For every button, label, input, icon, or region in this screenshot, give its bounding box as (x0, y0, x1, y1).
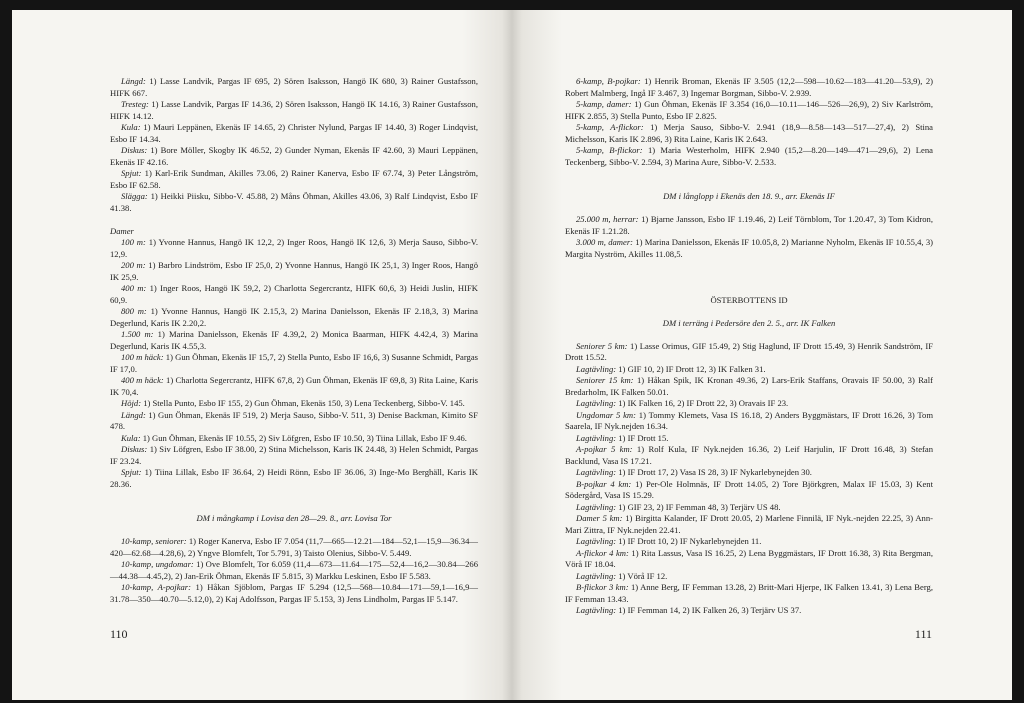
event-results: 1) Charlotta Segercrantz, HIFK 67,8, 2) Gun Öhman, Ekenäs IF 69,8, 3) Rita Laine, Karis IK 70,4. (110, 375, 478, 397)
event-label: Ungdomar 5 km: (576, 409, 636, 420)
result-entry (565, 341, 933, 364)
event-label: 100 m häck: (121, 352, 164, 362)
result-entry (565, 571, 933, 583)
event-label: Längd: (121, 409, 146, 420)
result-entry (565, 513, 933, 536)
event-results: 1) Stella Punto, Esbo IF 155, 2) Gun Öhman, Ekenäs 150, 3) Lena Teckenberg, Sibbo-V. 145. (141, 398, 465, 408)
result-entry (110, 168, 478, 191)
event-results: 1) IK Falken 16, 2) IF Drott 22, 3) Oravais IF 23. (616, 398, 789, 408)
left-page (12, 10, 512, 700)
event-results: 1) GIF 10, 2) IF Drott 12, 3) IK Falken 31. (616, 363, 766, 374)
result-entry (565, 410, 933, 433)
right-page (512, 10, 1012, 700)
event-label: A-pojkar 5 km: (576, 444, 633, 454)
result-entry (110, 536, 478, 559)
result-entry (110, 283, 478, 306)
event-label: Damer 5 km: (576, 513, 623, 523)
result-entry (110, 559, 478, 582)
result-entry (565, 398, 933, 410)
result-entry (110, 329, 478, 352)
event-label: Seniorer 5 km: (576, 340, 628, 351)
event-label: B-flickor 3 km: (576, 582, 629, 592)
event-label: Slägga: (121, 191, 148, 201)
event-label: 6-kamp, B-pojkar: (576, 76, 641, 86)
page-number-right: 111 (914, 627, 932, 641)
event-label: Lagtävling: (576, 432, 617, 443)
event-label: Lagtävling: (576, 398, 617, 408)
event-label: 200 m: (121, 260, 146, 270)
event-label: Diskus: (121, 444, 148, 454)
result-entry (110, 444, 478, 467)
result-entry (565, 479, 933, 502)
event-label: Kula: (121, 122, 141, 132)
event-results: 1) IF Drott 17, 2) Vasa IS 28, 3) IF Nykarlebynejden 30. (616, 467, 812, 477)
result-entry (110, 433, 478, 445)
event-label: 25.000 m, herrar: (576, 214, 639, 224)
event-results: 1) Lasse Orimus, GIF 15.49, 2) Stig Haglund, IF Drott 15.49, 3) Henrik Sandström, IF Drott 15.52. (565, 340, 933, 362)
event-label: A-flickor 4 km: (576, 547, 629, 558)
event-label: Tresteg: (121, 99, 149, 109)
event-results: 1) Rita Lassus, Vasa IS 16.25, 2) Lena Byggmästars, IF Drott 16.38, 3) Rita Bergman, Vörå IF 18.04. (565, 547, 933, 569)
event-results: 1) Barbro Lindström, Esbo IF 25,0, 2) Yvonne Hannus, Hangö IK 25,1, 3) Inger Roos, Hangö IK 25,9. (110, 260, 478, 282)
event-results: 1) Tommy Klemets, Vasa IS 16.18, 2) Anders Byggmästars, IF Drott 16.26, 3) Tom Saarela, IF Nyk.nejden 16.34. (565, 409, 934, 431)
event-label: 3.000 m, damer: (576, 237, 634, 247)
result-entry (565, 433, 933, 445)
page-number-left: 110 (110, 627, 128, 641)
result-entry (110, 467, 478, 490)
event-label: Lagtävling: (576, 501, 617, 512)
mangkamp-heading: DM i mångkamp i Lovisa den 28—29. 8., arr. Lovisa Tor (196, 513, 392, 523)
event-results: 1) Lasse Landvik, Pargas IF 14.36, 2) Sören Isaksson, Hangö IK 14.16, 3) Rainer Gustafsson, HIFK 14.12. (110, 99, 478, 121)
event-results: 1) Gun Öhman, Ekenäs IF 10.55, 2) Siv Löfgren, Esbo IF 10.50, 3) Tiina Lillak, Esbo IF 9.46. (140, 432, 467, 443)
result-entry (565, 375, 933, 398)
event-results: 1) Per-Ole Holmnäs, IF Drott 14.05, 2) Tore Björkgren, Malax IF 15.03, 3) Kent Södergård, Vasa IS 15.29. (565, 478, 933, 500)
event-results: 1) Merja Sauso, Sibbo-V. 2.941 (18,9—8.58—143—517—27,4), 2) Stina Michelsson, Karis IK 2.896, 3) Rita Laine, Karis IK 2.643. (565, 122, 933, 144)
event-results: 1) Lasse Landvik, Pargas IF 695, 2) Sören Isaksson, Hangö IK 680, 3) Rainer Gustafsson, HIFK 667. (110, 76, 478, 98)
result-entry (565, 237, 933, 260)
event-results: 1) Mauri Leppänen, Ekenäs IF 14.65, 2) Christer Nylund, Pargas IF 14.40, 3) Roger Lindqvist, Esbo IF 14.34. (110, 122, 478, 144)
event-label: Längd: (121, 76, 146, 86)
event-results: 1) Yvonne Hannus, Hangö IK 12,2, 2) Inger Roos, Hangö IK 12,6, 3) Merja Sauso, Sibbo-V. 12,9. (110, 237, 478, 259)
event-results: 1) Marina Danielsson, Ekenäs IF 10.05,8, 2) Marianne Nyholm, Ekenäs IF 10.55,4, 3) Margita Nyström, Akilles 11.08,5. (565, 237, 933, 259)
event-results: 1) Håkan Spik, IK Kronan 49.36, 2) Lars-Erik Staffans, Oravais IF 50.00, 3) Ralf Bredarholm, IK Falken 50.01. (565, 375, 933, 397)
result-entry (565, 444, 933, 467)
result-entry (110, 99, 478, 122)
event-label: Lagtävling: (576, 536, 617, 546)
event-results: 1) Vörå IF 12. (616, 570, 668, 581)
event-results: 1) Henrik Broman, Ekenäs IF 3.505 (12,2—598—10.62—183—41.20—53,9), 2) Robert Malmberg, Ingå IF 3.467, 3) Ingemar Borgman, Sibbo-V. 2.939. (565, 76, 933, 98)
event-label: 100 m: (121, 237, 146, 247)
event-results: 1) Yvonne Hannus, Hangö IK 2.15,3, 2) Marina Danielsson, Ekenäs IF 2.18,3, 3) Marina Degerlund, Karis IK 2.20,2. (110, 306, 478, 328)
event-label: Diskus: (121, 145, 148, 155)
event-results: 1) IF Drott 15. (616, 432, 669, 443)
event-label: Spjut: (121, 467, 142, 477)
result-entry (110, 306, 478, 329)
result-entry (565, 536, 933, 548)
result-entry (110, 260, 478, 283)
event-results: 1) Bjarne Jansson, Esbo IF 1.19.46, 2) Leif Törnblom, Tor 1.20.47, 3) Tom Kidron, Ekenäs IF 1.21.28. (565, 214, 933, 236)
result-entry (110, 76, 478, 99)
result-entry (110, 352, 478, 375)
event-label: 10-kamp, ungdomar: (121, 559, 194, 569)
event-label: 10-kamp, A-pojkar: (121, 582, 192, 592)
result-entry (565, 582, 933, 605)
right-column (565, 76, 933, 617)
event-results: 1) GIF 23, 2) IF Femman 48, 3) Terjärv US 48. (616, 501, 781, 512)
event-results: 1) Birgitta Kalander, IF Drott 20.05, 2) Marlene Finnilä, IF Nyk.-nejden 22.25, 3) Ann-Mari Zittra, IF Nyk.nejden 22.41. (565, 513, 933, 535)
result-entry (110, 145, 478, 168)
event-results: 1) Roger Kanerva, Esbo IF 7.054 (11,7—665—12.21—184—52,1—15,9—36.34—420—62.68—4.28,6), 2) Yngve Blomfelt, Tor 5.791, 3) Taisto Olenius, Sibbo-V. 5.449. (110, 536, 478, 558)
event-results: 1) Anne Berg, IF Femman 13.28, 2) Britt-Mari Hjerpe, IK Falken 13.41, 3) Lena Berg, IF Femman 13.43. (565, 582, 933, 604)
event-results: 1) Maria Westerholm, HIFK 2.940 (15,2—8.20—149—471—29,6), 2) Lena Teckenberg, Sibbo-V. 2.594, 3) Marina Aure, Sibbo-V. 2.533. (565, 145, 933, 167)
event-label: 5-kamp, A-flickor: (576, 122, 644, 132)
section-title: ÖSTERBOTTENS ID (710, 294, 788, 305)
event-label: Spjut: (121, 168, 142, 178)
result-entry (565, 605, 933, 617)
result-entry (110, 582, 478, 605)
result-entry (565, 76, 933, 99)
event-results: 1) Tiina Lillak, Esbo IF 36.64, 2) Heidi Rönn, Esbo IF 36.06, 3) Inge-Mo Berghäll, Karis IK 28.36. (110, 467, 478, 489)
result-entry (565, 99, 933, 122)
event-label: Lagtävling: (576, 363, 617, 374)
event-label: B-pojkar 4 km: (576, 478, 632, 489)
damer-heading: Damer (110, 225, 134, 236)
event-results: 1) IF Drott 10, 2) IF Nykarlebynejden 11. (616, 536, 762, 546)
result-entry (565, 548, 933, 571)
result-entry (110, 410, 478, 433)
result-entry (565, 364, 933, 376)
result-entry (565, 122, 933, 145)
event-label: Lagtävling: (576, 570, 617, 581)
result-entry (110, 398, 478, 410)
result-entry (110, 237, 478, 260)
event-results: 1) Gun Öhman, Ekenäs IF 519, 2) Merja Sauso, Sibbo-V. 511, 3) Denise Backman, Kimito SF 478. (110, 409, 478, 431)
left-column (110, 76, 478, 605)
terrang-heading: DM i terräng i Pedersöre den 2. 5., arr. IK Falken (662, 317, 836, 328)
event-results: 1) Gun Öhman, Ekenäs IF 3.354 (16,0—10.11—146—526—26,9), 2) Siv Karlström, HIFK 2.855, 3) Stella Punto, Esbo IF 2.825. (565, 99, 933, 121)
event-label: 10-kamp, seniorer: (121, 536, 187, 546)
event-results: 1) Bore Möller, Skogby IK 46.52, 2) Gunder Nyman, Ekenäs IF 42.60, 3) Mauri Leppänen, Ekenäs IF 42.16. (110, 145, 478, 167)
result-entry (110, 191, 478, 214)
event-results: 1) Heikki Piisku, Sibbo-V. 45.88, 2) Måns Öhman, Akilles 43.06, 3) Ralf Lindqvist, Esbo IF 41.38. (110, 191, 478, 213)
event-label: Lagtävling: (576, 467, 617, 477)
event-results: 1) Håkan Sjöblom, Pargas IF 5.294 (12,5—568—10.84—171—59,1—16,9—31.78—350—40.70—5.12,0), 2) Kaj Adolfsson, Pargas IF 5.153, 3) Jens Lindholm, Pargas IF 5.147. (110, 582, 479, 604)
event-results: 1) Siv Löfgren, Esbo IF 38.00, 2) Stina Michelsson, Karis IK 24.48, 3) Helen Schmidt, Pargas IF 23.24. (110, 444, 478, 466)
event-results: 1) Inger Roos, Hangö IK 59,2, 2) Charlotta Segercrantz, HIFK 60,6, 3) Heidi Juslin, HIFK 60,9. (110, 283, 478, 305)
event-label: Kula: (121, 432, 141, 443)
event-results: 1) Rolf Kula, IF Nyk.nejden 16.36, 2) Leif Harjulin, IF Drott 16.48, 3) Stefan Backlund, Vasa IS 17.21. (565, 444, 933, 466)
event-results: 1) Marina Danielsson, Ekenäs IF 4.39,2, 2) Monica Baarman, HIFK 4.42,4, 3) Marina Degerlund, Karis IK 4.55,3. (110, 329, 478, 351)
event-label: 400 m: (121, 283, 147, 293)
event-results: 1) Karl-Erik Sundman, Akilles 73.06, 2) Rainer Kanerva, Esbo IF 67.74, 3) Peter Långström, Esbo IF 62.58. (110, 168, 478, 190)
event-label: 1.500 m: (121, 329, 154, 339)
event-results: 1) Gun Öhman, Ekenäs IF 15,7, 2) Stella Punto, Esbo IF 16,6, 3) Susanne Schmidt, Pargas IF 17,0. (110, 352, 479, 374)
result-entry (565, 214, 933, 237)
event-label: Höjd: (121, 398, 142, 408)
event-label: Seniorer 15 km: (576, 375, 634, 385)
event-label: 5-kamp, B-flickor: (576, 145, 643, 155)
event-results: 1) IF Femman 14, 2) IK Falken 26, 3) Terjärv US 37. (616, 605, 802, 615)
result-entry (110, 375, 478, 398)
event-label: 400 m häck: (121, 375, 164, 385)
event-label: Lagtävling: (576, 605, 617, 615)
langlopp-heading: DM i långlopp i Ekenäs den 18. 9., arr. Ekenäs IF (663, 191, 835, 201)
book-spread (12, 10, 1012, 700)
result-entry (565, 467, 933, 479)
event-label: 800 m: (121, 306, 147, 316)
event-results: 1) Ove Blomfelt, Tor 6.059 (11,4—673—11.64—175—52,4—16,2—30.84—266—44.38—4.45,2), 2) Jan-Erik Öhman, Ekenäs IF 5.815, 3) Markku Leskinen, Esbo IF 5.583. (110, 559, 478, 581)
event-label: 5-kamp, damer: (576, 99, 632, 109)
result-entry (565, 145, 933, 168)
result-entry (110, 122, 478, 145)
result-entry (565, 502, 933, 514)
